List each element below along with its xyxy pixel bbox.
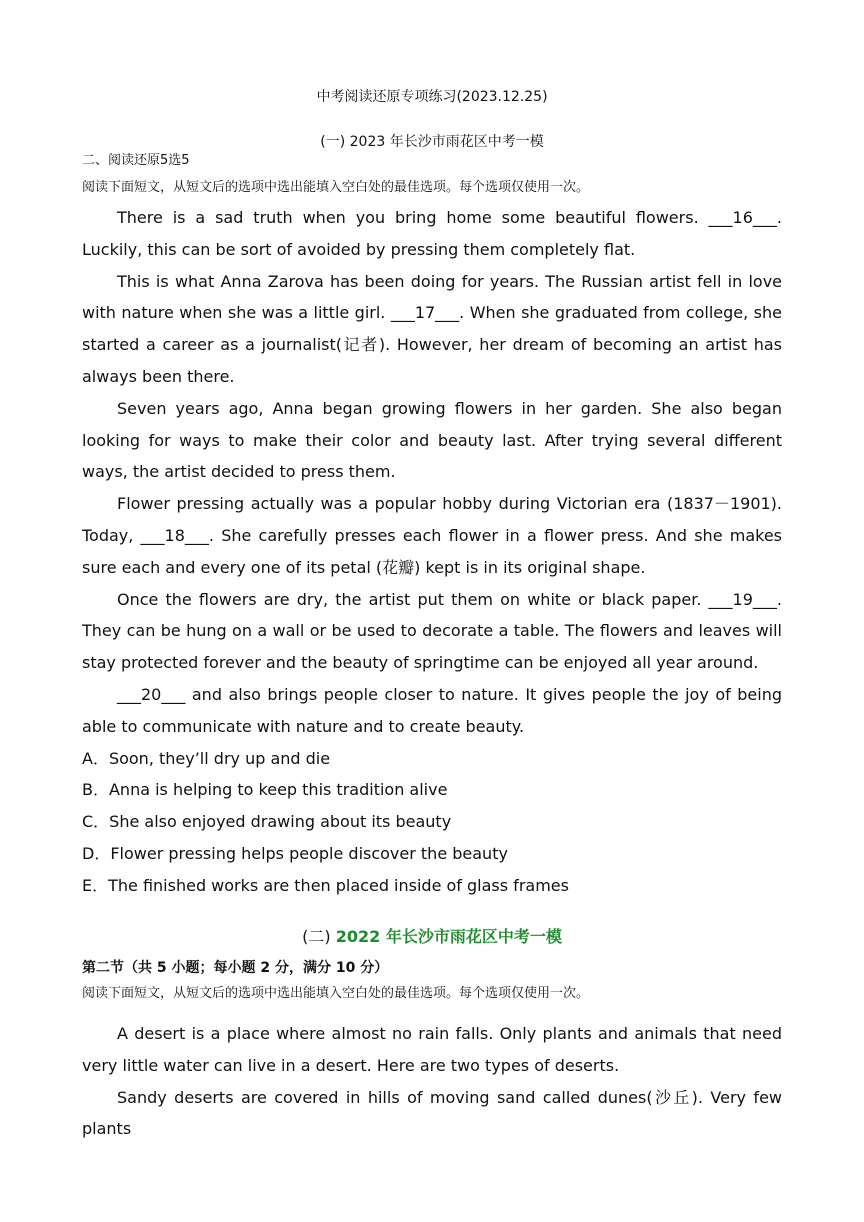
section2-title-main: 2022 年长沙市雨花区中考一模 bbox=[335, 927, 562, 946]
section2-instruction: 阅读下面短文，从短文后的选项中选出能填入空白处的最佳选项。每个选项仅使用一次。 bbox=[82, 986, 590, 1001]
options-list bbox=[82, 743, 782, 902]
option-b: B．Anna is helping to keep this tradition alive bbox=[82, 780, 448, 800]
section2-passage bbox=[82, 1018, 782, 1145]
section1-subtitle: 二、阅读还原5选5 bbox=[82, 153, 190, 168]
paragraph-1: There is a sad truth when you bring home some beautiful flowers. ___16___. Luckily, this can be sort of avoided by pressing them completely flat. bbox=[82, 208, 782, 259]
option-a: A．Soon, they’ll dry up and die bbox=[82, 748, 331, 768]
paragraph-6: ___20___ and also brings people closer to nature. It gives people the joy of being able to communicate with nature and to create beauty. bbox=[82, 684, 782, 736]
section1-passage bbox=[82, 202, 782, 902]
option-e: E．The finished works are then placed inside of glass frames bbox=[82, 875, 569, 895]
document-title: 中考阅读还原专项练习(2023.12.25) bbox=[316, 89, 548, 105]
option-d: D．Flower pressing helps people discover the beauty bbox=[82, 843, 508, 863]
section2-title bbox=[82, 925, 782, 949]
section2-subtitle: 第二节（共 5 小题；每小题 2 分，满分 10 分） bbox=[82, 960, 389, 976]
section2-paragraph-2: Sandy deserts are covered in hills of moving sand called dunes(沙丘). Very few plants bbox=[82, 1087, 782, 1139]
paragraph-4: Flower pressing actually was a popular hobby during Victorian era (1837－1901). Today, ___18___. She carefully presses each flower in a flower press. And she makes sure each and every one of its petal (花瓣) kept is in its original shape. bbox=[82, 494, 782, 577]
section1-title: (一) 2023 年长沙市雨花区中考一模 bbox=[320, 134, 544, 150]
option-c: C．She also enjoyed drawing about its beauty bbox=[82, 812, 452, 832]
section1-instruction: 阅读下面短文，从短文后的选项中选出能填入空白处的最佳选项。每个选项仅使用一次。 bbox=[82, 180, 590, 195]
paragraph-2: This is what Anna Zarova has been doing for years. The Russian artist fell in love with nature when she was a little girl. ___17___. When she graduated from college, she started a career as a journalist(记者). However, her dream of becoming an artist has always been there. bbox=[82, 271, 782, 386]
section2-paragraph-1: A desert is a place where almost no rain falls. Only plants and animals that need very little water can live in a desert. Here are two types of deserts. bbox=[82, 1024, 782, 1075]
section2-title-prefix: (二) bbox=[302, 927, 336, 946]
paragraph-5: Once the flowers are dry, the artist put them on white or black paper. ___19___. They can be hung on a wall or be used to decorate a table. The flowers and leaves will stay protected forever and the beauty of springtime can be enjoyed all year around. bbox=[82, 589, 782, 673]
paragraph-3: Seven years ago, Anna began growing flowers in her garden. She also began looking for ways to make their color and beauty last. After trying several different ways, the artist decided to press them. bbox=[82, 398, 782, 482]
